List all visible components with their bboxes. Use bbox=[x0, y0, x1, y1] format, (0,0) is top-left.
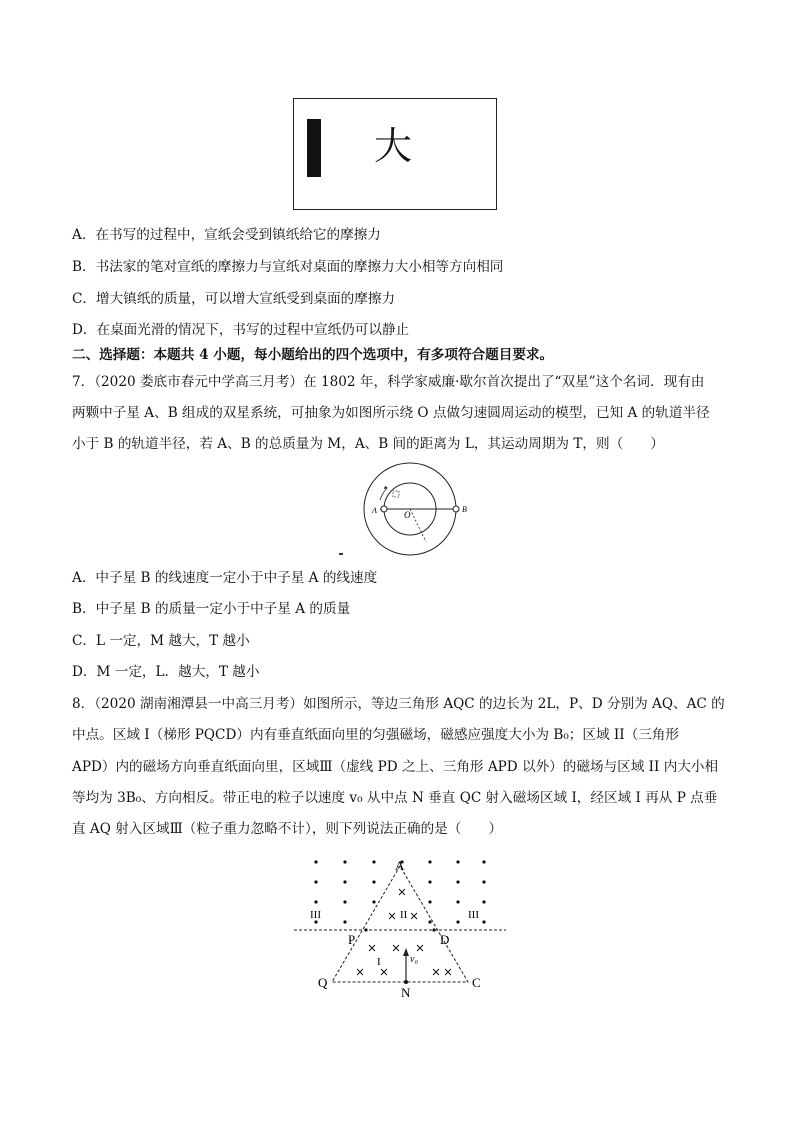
label-a-vertex: A bbox=[395, 858, 405, 873]
field-dot bbox=[428, 880, 431, 883]
field-dot bbox=[343, 900, 346, 903]
triangle-aqc bbox=[332, 866, 468, 982]
magnetic-field-figure bbox=[290, 850, 510, 1000]
dashed-radius bbox=[410, 509, 426, 542]
field-dot bbox=[343, 880, 346, 883]
field-dot bbox=[343, 920, 346, 923]
field-dot bbox=[314, 880, 317, 883]
field-dot bbox=[456, 900, 459, 903]
label-q: Q bbox=[318, 975, 328, 990]
label-region-2: II bbox=[400, 909, 408, 921]
label-b: B bbox=[462, 505, 467, 514]
label-n: N bbox=[401, 985, 411, 1000]
field-cross bbox=[411, 913, 417, 919]
q7-option-b: B．中子星 B 的质量一定小于中子星 A 的质量 bbox=[72, 601, 351, 617]
q7-option-d: D．M 一定，L．越大，T 越小 bbox=[72, 664, 260, 680]
q8-stem-line-1: 8．（2020 湖南湘潭县一中高三月考）如图所示，等边三角形 AQC 的边长为 2L，P、D 分别为 AQ、AC 的 bbox=[72, 696, 725, 712]
q7-option-c: C．L 一定，M 越大，T 越小 bbox=[72, 633, 250, 649]
point-n bbox=[404, 980, 408, 984]
star-b bbox=[453, 506, 459, 512]
label-velocity: v₀ bbox=[410, 954, 418, 965]
field-dot bbox=[428, 920, 431, 923]
q7-option-a: A．中子星 B 的线速度一定小于中子星 A 的线速度 bbox=[72, 570, 378, 586]
field-dot bbox=[456, 880, 459, 883]
label-region-3-left: III bbox=[310, 909, 321, 921]
q8-stem-line-2: 中点。区域 I（梯形 PQCD）内有垂直纸面向里的匀强磁场，磁感应强度大小为 B₀；区域 II（三角形 bbox=[72, 727, 679, 743]
field-cross bbox=[357, 969, 363, 975]
field-dot bbox=[482, 860, 485, 863]
q7-stem-line-1: 7．（2020 娄底市春元中学高三月考）在 1802 年，科学家威廉·歇尔首次提出了“双星”这个名词．现有由 bbox=[72, 374, 705, 390]
field-dot bbox=[314, 860, 317, 863]
field-cross bbox=[445, 969, 451, 975]
dashed-marker bbox=[393, 491, 399, 497]
field-dot bbox=[372, 900, 375, 903]
field-cross bbox=[369, 945, 375, 951]
field-dot bbox=[456, 920, 459, 923]
q6-option-d: D．在桌面光滑的情况下，书写的过程中宣纸仍可以静止 bbox=[72, 322, 410, 338]
label-c: C bbox=[472, 975, 481, 990]
label-region-1: I bbox=[377, 956, 381, 968]
calligraphy-character: 大 bbox=[374, 124, 413, 168]
point-d bbox=[432, 928, 435, 931]
q7-stem-line-2: 两颗中子星 A、B 组成的双星系统，可抽象为如图所示绕 O 点做匀速圆周运动的模型，已知 A 的轨道半径 bbox=[72, 405, 710, 421]
field-dot bbox=[482, 900, 485, 903]
field-dot bbox=[482, 920, 485, 923]
field-dot bbox=[372, 860, 375, 863]
label-d: D bbox=[440, 932, 450, 947]
label-p: P bbox=[348, 932, 356, 947]
field-dot bbox=[314, 900, 317, 903]
field-dot bbox=[372, 880, 375, 883]
q6-option-b: B．书法家的笔对宣纸的摩擦力与宣纸对桌面的摩擦力大小相等方向相同 bbox=[72, 259, 504, 275]
field-cross bbox=[381, 969, 387, 975]
field-cross bbox=[417, 945, 423, 951]
star-a bbox=[381, 506, 387, 512]
q8-stem-line-4: 等均为 3B₀、方向相反。带正电的粒子以速度 v₀ 从中点 N 垂直 QC 射入磁场区域 I，经区域 I 再从 P 点垂 bbox=[72, 790, 718, 806]
point-p bbox=[364, 928, 367, 931]
q7-stem-line-3: 小于 B 的轨道半径，若 A、B 的总质量为 M，A、B 间的距离为 L，其运动周期为 T，则（ ） bbox=[72, 436, 664, 452]
field-cross bbox=[399, 889, 405, 895]
field-cross bbox=[393, 945, 399, 951]
field-dot bbox=[428, 900, 431, 903]
label-region-3-right: III bbox=[468, 909, 479, 921]
field-dot bbox=[428, 860, 431, 863]
velocity-arrow-icon bbox=[403, 948, 409, 956]
label-a: A bbox=[372, 506, 377, 515]
section-heading: 二、选择题：本题共 4 小题，每小题给出的四个选项中，有多项符合题目要求。 bbox=[72, 347, 554, 363]
field-dot bbox=[456, 860, 459, 863]
q6-option-c: C．增大镇纸的质量，可以增大宣纸受到桌面的摩擦力 bbox=[72, 291, 396, 307]
label-o: O bbox=[404, 510, 411, 520]
field-cross bbox=[433, 969, 439, 975]
ink-stroke bbox=[307, 119, 321, 177]
into-page-crosses bbox=[357, 889, 451, 975]
q8-stem-line-3: APD）内的磁场方向垂直纸面向里，区域Ⅲ（虚线 PD 之上、三角形 APD 以外）的磁场与区域 II 内大小相 bbox=[72, 759, 719, 775]
binary-star-figure bbox=[340, 462, 470, 562]
field-cross bbox=[389, 913, 395, 919]
stray-mark bbox=[339, 553, 343, 555]
field-dot bbox=[482, 880, 485, 883]
q6-option-a: A．在书写的过程中，宣纸会受到镇纸给它的摩擦力 bbox=[72, 227, 381, 243]
calligraphy-figure bbox=[293, 98, 497, 210]
field-dot bbox=[343, 860, 346, 863]
q8-stem-line-5: 直 AQ 射入区域Ⅲ（粒子重力忽略不计），则下列说法正确的是（ ） bbox=[72, 821, 503, 837]
